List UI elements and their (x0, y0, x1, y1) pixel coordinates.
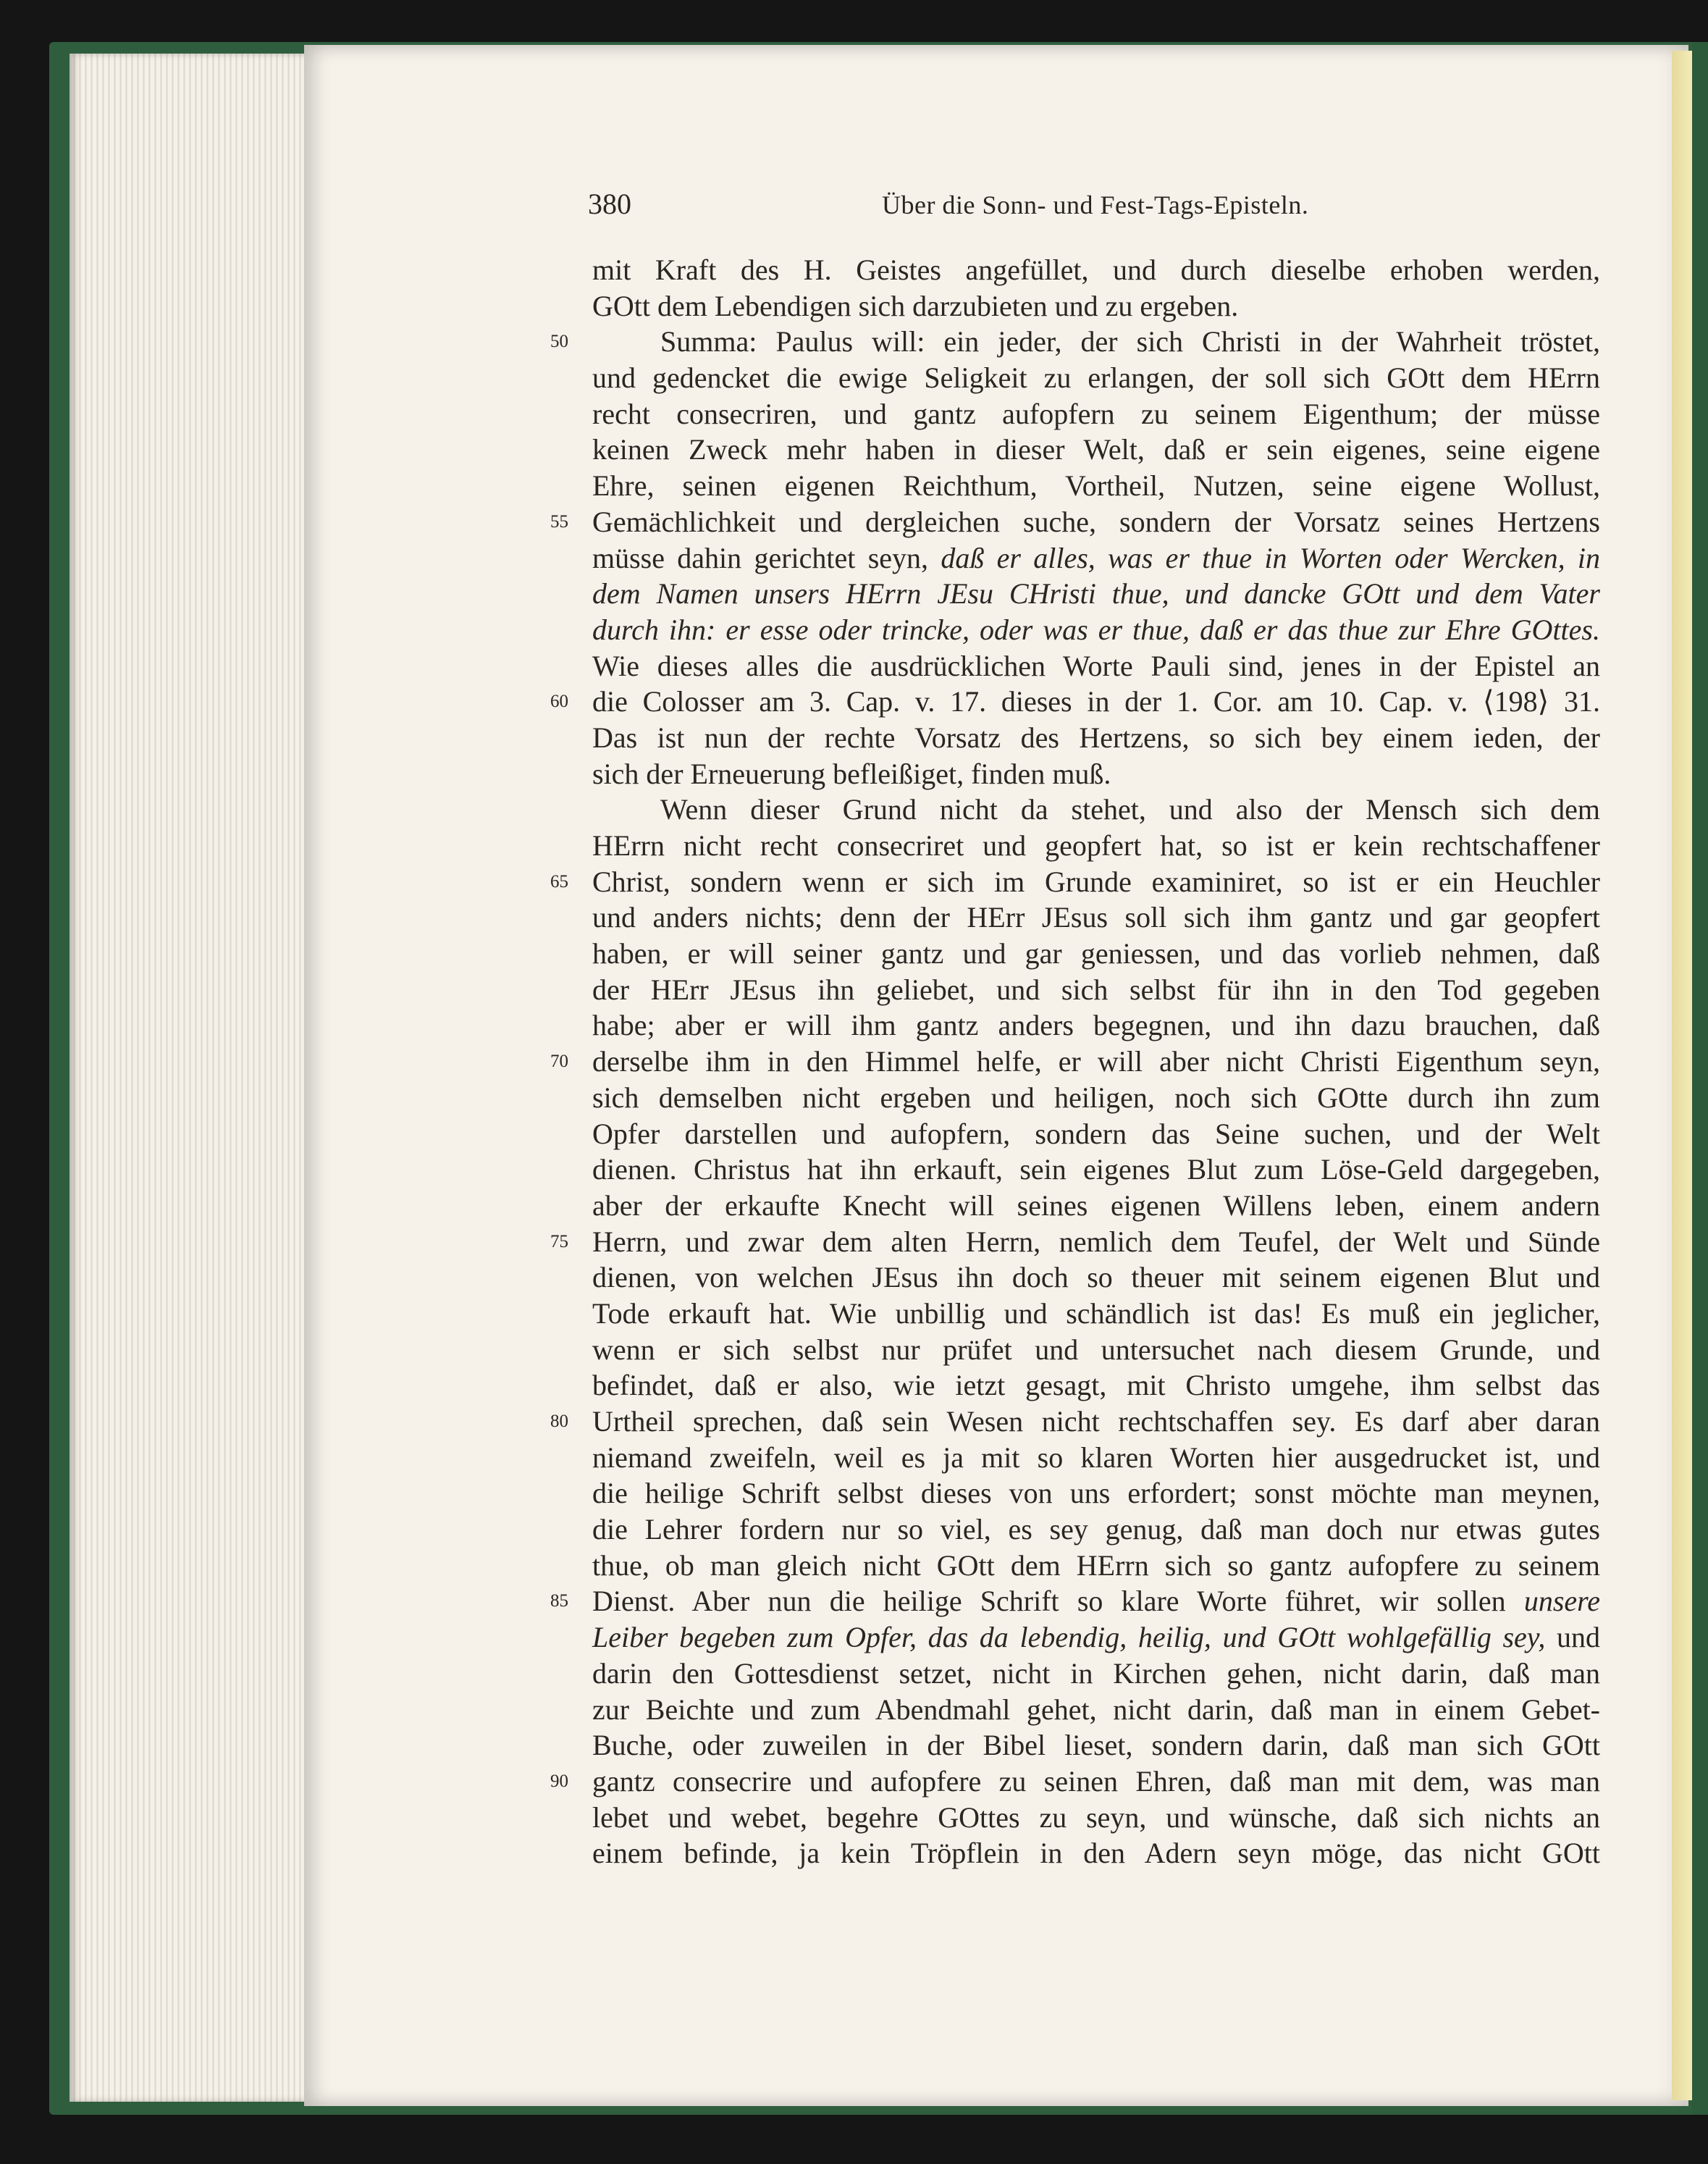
text-line (592, 612, 1600, 648)
text-segment: sich demselben nicht ergeben und heiligen, noch sich GOtte durch ihn zum (592, 1081, 1600, 1114)
text-segment: niemand zweifeln, weil es ja mit so klaren Worten hier ausgedrucket ist, und (592, 1440, 1600, 1474)
text-segment: recht consecriren, und gantz aufopfern zu seinem Eigenthum; der müsse (592, 397, 1600, 430)
text-line (592, 1367, 1600, 1404)
text-line (592, 1619, 1600, 1656)
text-line (592, 756, 1600, 792)
text-segment: habe; aber er will ihm gantz anders begegnen, und ihn dazu brauchen, daß (592, 1009, 1600, 1042)
text-line (592, 828, 1600, 864)
text-line (550, 1764, 1600, 1800)
text-segment: sich der Erneuerung befleißiget, finden muß. (592, 757, 1111, 790)
text-segment: müsse dahin gerichtet seyn, (592, 541, 941, 574)
text-line (592, 792, 1600, 828)
text-segment: Das ist nun der rechte Vorsatz des Hertzens, so sich bey einem ieden, der (592, 721, 1600, 754)
text-line (592, 720, 1600, 756)
page-stack-edges (70, 54, 306, 2102)
text-line (550, 864, 1600, 900)
line-number: 50 (550, 332, 568, 352)
text-segment: HErrn nicht recht consecriret und geopfert hat, so ist er kein rechtschaffener (592, 829, 1600, 862)
text-line (592, 1080, 1600, 1116)
text-segment: und (1545, 1621, 1601, 1654)
text-line (592, 288, 1600, 324)
text-line (592, 1692, 1600, 1728)
text-segment: die heilige Schrift selbst dieses von uns erfordert; sonst möchte man meynen, (592, 1477, 1600, 1510)
text-segment: die Lehrer fordern nur so viel, es sey genug, daß man doch nur etwas gutes (592, 1513, 1600, 1546)
text-line (592, 1152, 1600, 1188)
text-line (592, 1440, 1600, 1476)
text-line (592, 648, 1600, 684)
text-segment: Urtheil sprechen, daß sein Wesen nicht rechtschaffen sey. Es darf aber daran (592, 1405, 1600, 1438)
text-segment: haben, er will seiner gantz und gar geniessen, und das vorlieb nehmen, daß (592, 937, 1600, 970)
text-segment: aber der erkaufte Knecht will seines eigenen Willens leben, einem andern (592, 1188, 1600, 1222)
line-number: 75 (550, 1231, 568, 1251)
text-line (550, 684, 1600, 720)
text-segment: Summa: Paulus will: ein jeder, der sich Christi in der Wahrheit tröstet, (660, 325, 1600, 358)
text-line (592, 1188, 1600, 1224)
text-segment: keinen Zweck mehr haben in dieser Welt, daß er sein eigenes, seine eigene (592, 433, 1600, 466)
italic-text: unsere (1523, 1585, 1600, 1618)
text-segment: und gedencket die ewige Seligkeit zu erlangen, der soll sich GOtt dem HErrn (592, 361, 1600, 395)
text-segment: dienen, von welchen JEsus ihn doch so theuer mit seinem eigenen Blut und (592, 1261, 1600, 1294)
text-line (592, 1548, 1600, 1584)
text-segment: Christ, sondern wenn er sich im Grunde examiniret, so ist er ein Heuchler (592, 865, 1600, 898)
text-line (592, 396, 1600, 432)
text-line (592, 252, 1600, 288)
text-segment: Herrn, und zwar dem alten Herrn, nemlich dem Teufel, der Welt und Sünde (592, 1225, 1600, 1258)
text-line (592, 1727, 1600, 1764)
text-segment: dienen. Christus hat ihn erkauft, sein eigenes Blut zum Löse-Geld dargegeben, (592, 1153, 1600, 1186)
line-number: 70 (550, 1052, 568, 1072)
running-title: Über die Sonn- und Fest-Tags-Episteln. (882, 190, 1309, 219)
line-number: 90 (550, 1771, 568, 1791)
text-segment: Wenn dieser Grund nicht da stehet, und also der Mensch sich dem (660, 793, 1600, 826)
text-line (592, 1511, 1600, 1548)
text-line (592, 972, 1600, 1008)
text-segment: derselbe ihm in den Himmel helfe, er will aber nicht Christi Eigenthum seyn, (592, 1045, 1600, 1078)
book-cover-edge-right (1692, 42, 1708, 2115)
italic-text: daß er alles, was er thue in Worten oder Wercken, in (941, 541, 1600, 574)
text-segment: und anders nichts; denn der HErr JEsus soll sich ihm gantz und gar geopfert (592, 901, 1600, 934)
text-line (592, 1007, 1600, 1044)
line-number: 80 (550, 1412, 568, 1431)
next-page-sliver (1672, 51, 1692, 2100)
text-segment: Ehre, seinen eigenen Reichthum, Vortheil, Nutzen, seine eigene Wollust, (592, 469, 1600, 503)
text-line (592, 899, 1600, 936)
text-segment: gantz consecrire und aufopfere zu seinen Ehren, daß man mit dem, was man (592, 1764, 1600, 1798)
text-segment: mit Kraft des H. Geistes angefüllet, und durch dieselbe erhoben werden, (592, 253, 1600, 286)
text-segment: Dienst. Aber nun die heilige Schrift so klare Worte führet, wir sollen (592, 1585, 1524, 1618)
text-segment: die Colosser am 3. Cap. v. 17. dieses in der 1. Cor. am 10. Cap. v. ⟨198⟩ 31. (592, 685, 1600, 718)
text-line (592, 1259, 1600, 1296)
text-segment: lebet und webet, begehre GOttes zu seyn, und wünsche, daß sich nichts an (592, 1800, 1600, 1834)
text-segment: thue, ob man gleich nicht GOtt dem HErrn sich so gantz aufopfere zu seinem (592, 1548, 1600, 1582)
text-line (592, 360, 1600, 396)
text-line (550, 1044, 1600, 1080)
text-line (550, 504, 1600, 540)
text-segment: wenn er sich selbst nur prüfet und untersuchet nach diesem Grunde, und (592, 1333, 1600, 1366)
body-text (550, 252, 1601, 1871)
page-number: 380 (588, 188, 631, 220)
text-segment: darin den Gottesdienst setzet, nicht in Kirchen gehen, nicht darin, daß man (592, 1656, 1600, 1690)
text-line (550, 1404, 1600, 1440)
text-segment: einem befinde, ja kein Tröpflein in den Adern seyn möge, das nicht GOtt (592, 1837, 1600, 1870)
text-line (592, 1332, 1600, 1368)
text-segment: Wie dieses alles die ausdrücklichen Worte Pauli sind, jenes in der Epistel an (592, 649, 1600, 682)
text-segment: Tode erkauft hat. Wie unbillig und schändlich ist das! Es muß ein jeglicher, (592, 1296, 1600, 1330)
text-line (592, 468, 1600, 504)
text-line (550, 1583, 1600, 1619)
text-segment: Opfer darstellen und aufopfern, sondern das Seine suchen, und der Welt (592, 1117, 1600, 1150)
italic-text: Leiber begeben zum Opfer, das da lebendig, heilig, und GOtt wohlgefällig sey, (592, 1621, 1546, 1654)
text-line (592, 1296, 1600, 1332)
line-number: 85 (550, 1591, 568, 1611)
text-line (592, 1475, 1600, 1511)
text-line (592, 936, 1600, 972)
line-number: 65 (550, 871, 568, 892)
text-segment: der HErr JEsus ihn geliebet, und sich selbst für ihn in den Tod gegeben (592, 973, 1600, 1006)
text-line (550, 1224, 1600, 1260)
line-number: 60 (550, 692, 568, 712)
text-line (592, 1116, 1600, 1152)
text-line (592, 432, 1600, 468)
text-line (592, 1800, 1600, 1836)
text-segment: Gemächlichkeit und dergleichen suche, sondern der Vorsatz seines Hertzens (592, 505, 1600, 538)
italic-text: dem Namen unsers HErrn JEsu CHristi thue, und dancke GOtt und dem Vater (592, 577, 1600, 611)
text-segment: GOtt dem Lebendigen sich darzubieten und zu ergeben. (592, 289, 1239, 322)
text-line (592, 540, 1600, 576)
text-segment: zur Beichte und zum Abendmahl gehet, nicht darin, daß man in einem Gebet- (592, 1693, 1600, 1726)
text-line (592, 576, 1600, 612)
text-segment: Buche, oder zuweilen in der Bibel lieset, sondern darin, daß man sich GOtt (592, 1729, 1600, 1762)
text-line (550, 324, 1600, 360)
text-line (592, 1656, 1600, 1692)
text-line (592, 1835, 1600, 1871)
italic-text: durch ihn: er esse oder trincke, oder was er thue, daß er das thue zur Ehre GOttes. (592, 613, 1600, 646)
text-segment: befindet, daß er also, wie ietzt gesagt, mit Christo umgehe, ihm selbst das (592, 1369, 1600, 1402)
line-number: 55 (550, 511, 568, 532)
